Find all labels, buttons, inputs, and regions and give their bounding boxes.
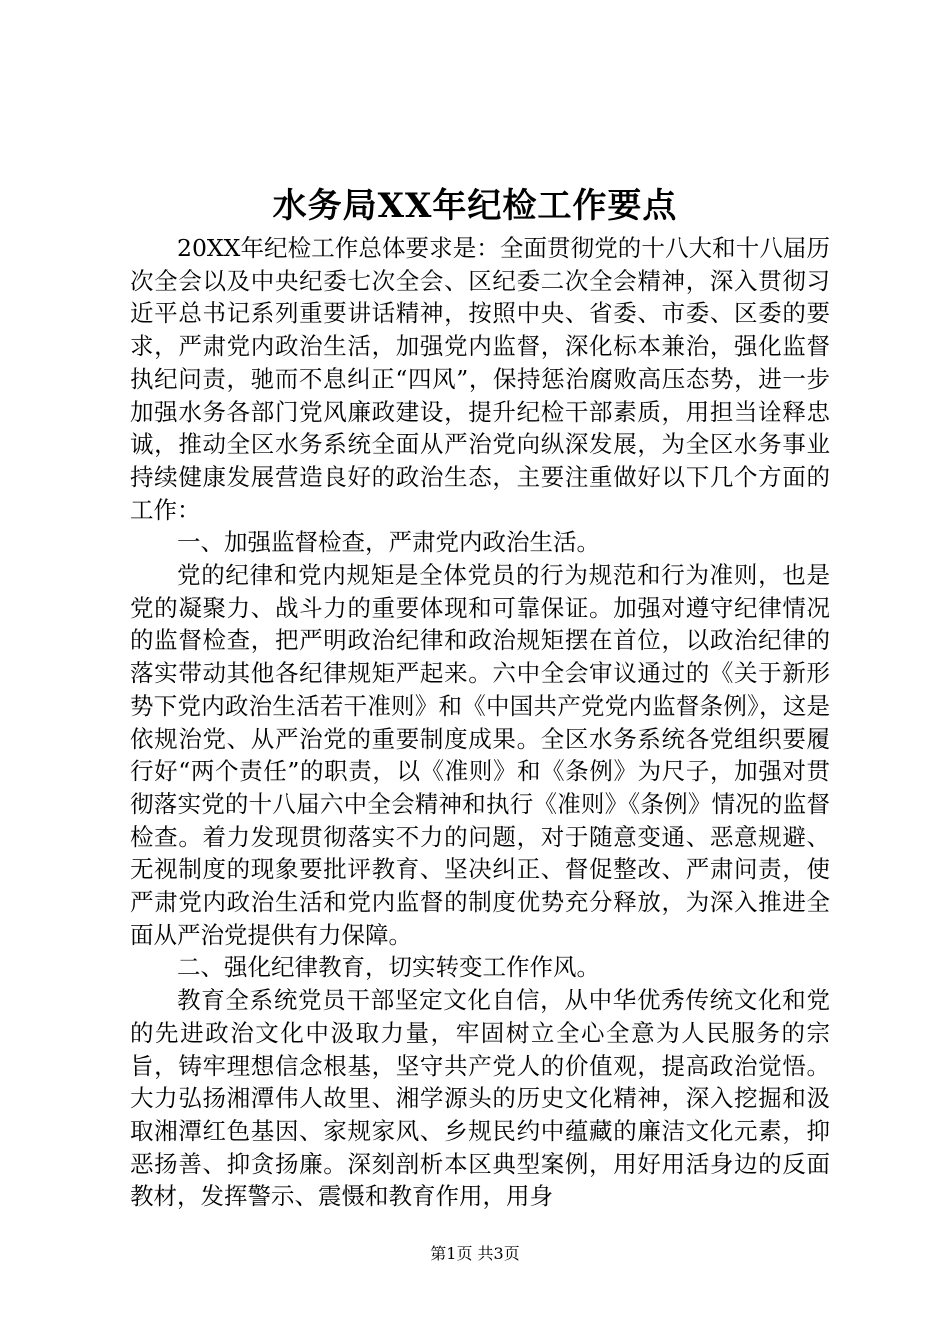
paragraph-intro: 20XX年纪检工作总体要求是：全面贯彻党的十八大和十八届历次全会以及中央纪委七次全会、区纪委二次全会精神，深入贯彻习近平总书记系列重要讲话精神，按照中央、省委、市委、区委的要求，严肃党内政治生活，加强党内监督，深化标本兼治，强化监督执纪问责，驰而不息纠正“四风”，保持惩治腐败高压态势，进一步加强水务各部门党风廉政建设，提升纪检干部素质，用担当诠释忠诚，推动全区水务系统全面从严治党向纵深发展，为全区水务事业持续健康发展营造良好的政治生态，主要注重做好以下几个方面的工作： (130, 234, 830, 524)
section-heading-1: 一、加强监督检查，严肃党内政治生活。 (177, 528, 600, 557)
page-footer: 第1页 共3页 (430, 1244, 520, 1263)
paragraph-section-1: 党的纪律和党内规矩是全体党员的行为规范和行为准则，也是党的凝聚力、战斗力的重要体现和可靠保证。加强对遵守纪律情况的监督检查，把严明政治纪律和政治规矩摆在首位，以政治纪律的落实带动其他各纪律规矩严起来。六中全会审议通过的《关于新形势下党内政治生活若干准则》和《中国共产党党内监督条例》，这是依规治党、从严治党的重要制度成果。全区水务系统各党组织要履行好“两个责任”的职责，以《准则》和《条例》为尺子，加强对贯彻落实党的十八届六中全会精神和执行《准则》《条例》情况的监督检查。着力发现贯彻落实不力的问题，对于随意变通、恶意规避、无视制度的现象要批评教育、坚决纠正、督促整改、严肃问责，使严肃党内政治生活和党内监督的制度优势充分释放，为深入推进全面从严治党提供有力保障。 (130, 561, 830, 949)
document-body (130, 232, 830, 1213)
document-title: 水务局XX年纪检工作要点 (272, 186, 678, 226)
paragraph-section-2: 教育全系统党员干部坚定文化自信，从中华优秀传统文化和党的先进政治文化中汲取力量，牢固树立全心全意为人民服务的宗旨，铸牢理想信念根基，坚守共产党人的价值观，提高政治觉悟。大力弘扬湘潭伟人故里、湘学源头的历史文化精神，深入挖掘和汲取湘潭红色基因、家规家风、乡规民约中蕴藏的廉洁文化元素，抑恶扬善、抑贪扬廉。深刻剖析本区典型案例，用好用活身边的反面教材，发挥警示、震慑和教育作用，用身 (130, 986, 830, 1211)
section-heading-2: 二、强化纪律教育，切实转变工作作风。 (177, 953, 600, 982)
